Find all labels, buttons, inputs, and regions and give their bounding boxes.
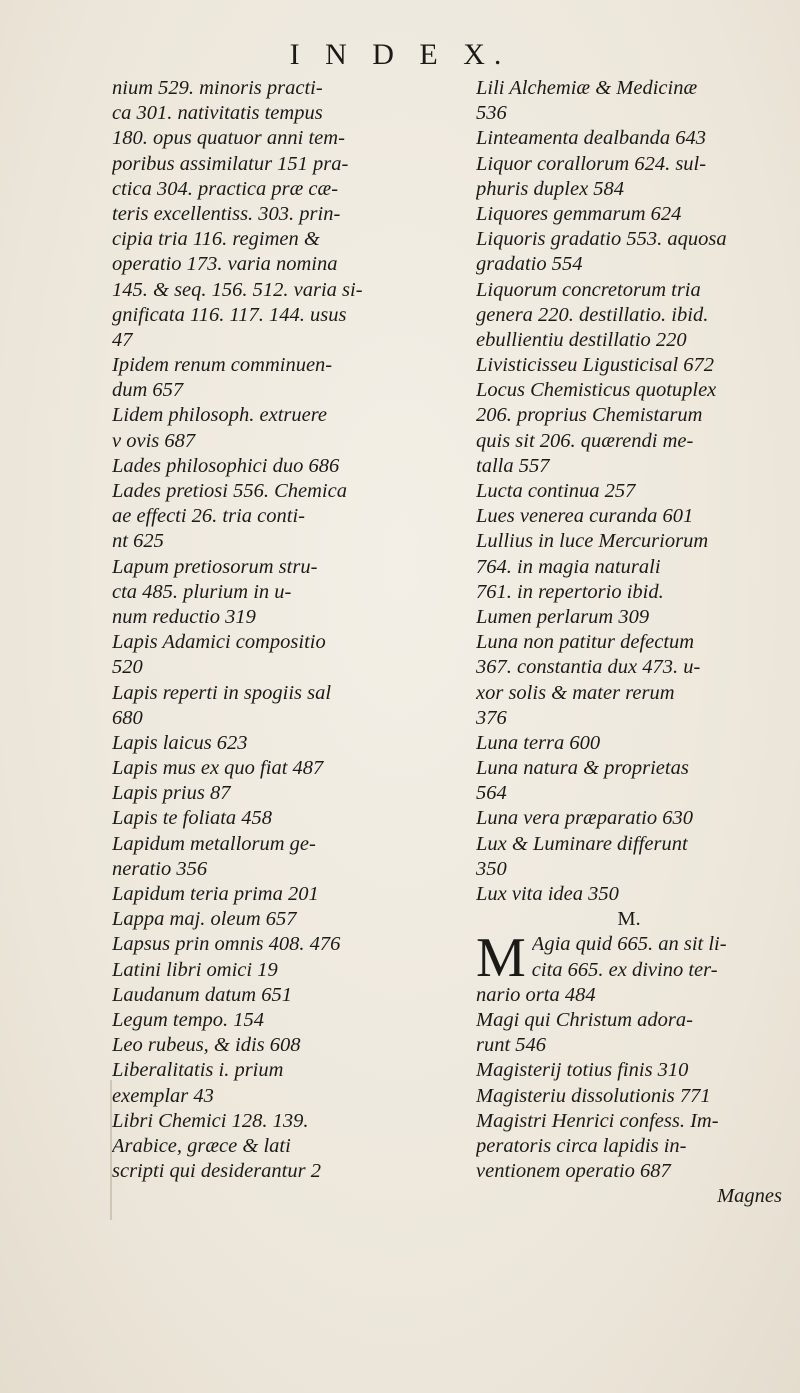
index-line: Lux & Luminare differunt — [476, 832, 688, 855]
index-line: Lucta continua 257 — [476, 480, 636, 502]
index-line: cita 665. ex divino ter- — [531, 958, 718, 981]
index-line: Liquor corallorum 624. sul- — [476, 152, 707, 175]
index-line: gradatio 554 — [476, 253, 583, 276]
index-line: ctica 304. practica præ cæ- — [112, 177, 339, 200]
index-line: Liberalitatis i. prium — [112, 1059, 284, 1082]
index-line: ae effecti 26. tria conti- — [112, 505, 305, 528]
index-line: Leo rubeus, & idis 608 — [112, 1034, 301, 1057]
index-line: ca 301. nativitatis tempus — [112, 102, 323, 125]
index-line: Lapidum teria prima 201 — [112, 883, 319, 905]
index-line: quis sit 206. quærendi me- — [476, 429, 694, 452]
index-line: scripti qui desiderantur 2 — [112, 1160, 321, 1183]
index-line: 520 — [112, 656, 143, 679]
index-line: Livisticisseu Ligusticisal 672 — [476, 354, 715, 377]
index-line: Lidem philosoph. extruere — [112, 404, 328, 427]
index-line: neratio 356 — [112, 857, 208, 880]
index-line: Lapis laicus 623 — [112, 731, 248, 754]
index-line: Lumen perlarum 309 — [476, 605, 650, 628]
index-line: phuris duplex 584 — [476, 177, 625, 200]
index-line: Lux vita idea 350 — [476, 883, 619, 905]
index-line: Latini libri omici 19 — [112, 958, 278, 981]
index-line: ventionem operatio 687 — [476, 1160, 671, 1183]
index-line: Lapis mus ex quo fiat 487 — [112, 757, 324, 780]
index-line: Magisterij totius finis 310 — [476, 1059, 689, 1082]
index-line: Locus Chemisticus quotuplex — [476, 379, 717, 402]
index-line: Lappa maj. oleum 657 — [112, 908, 297, 931]
index-line: 680 — [112, 706, 143, 729]
index-line: exemplar 43 — [112, 1084, 214, 1107]
index-line: peratoris circa lapidis in- — [476, 1134, 687, 1157]
index-line: 206. proprius Chemistarum — [476, 404, 703, 427]
index-line: operatio 173. varia nomina — [112, 253, 338, 276]
dropcap-block — [476, 927, 782, 990]
index-line: 764. in magia naturali — [476, 555, 661, 578]
index-line: Liquores gemmarum 624 — [476, 202, 682, 225]
index-line: Lades philosophici duo 686 — [112, 454, 340, 477]
section-letter: M. — [617, 908, 641, 931]
index-line: nario orta 484 — [476, 983, 596, 1006]
index-line: Lapis prius 87 — [112, 782, 231, 805]
index-line: cipia tria 116. regimen & — [112, 228, 320, 251]
left-column — [112, 76, 458, 1184]
index-line: 180. opus quatuor anni tem- — [112, 127, 345, 150]
index-line: Agia quid 665. an sit li- — [531, 933, 727, 956]
index-line: 367. constantia dux 473. u- — [476, 656, 701, 679]
index-line: Magi qui Christum adora- — [476, 1008, 693, 1031]
index-line: 376 — [476, 706, 507, 729]
index-line: Lues venerea curanda 601 — [476, 505, 694, 528]
index-line: v ovis 687 — [112, 429, 196, 452]
index-line: Legum tempo. 154 — [112, 1008, 265, 1031]
index-line: 145. & seq. 156. 512. varia si- — [112, 278, 363, 301]
index-line: Lapsus prin omnis 408. 476 — [112, 933, 341, 956]
index-line: nt 625 — [112, 530, 164, 553]
index-line: dum 657 — [112, 379, 184, 402]
index-line: cta 485. plurium in u- — [112, 580, 292, 603]
index-line: Laudanum datum 651 — [112, 983, 292, 1006]
page-header: I N D E X. — [289, 38, 511, 71]
index-line: Lapis te foliata 458 — [112, 807, 273, 830]
index-line: Lili Alchemiæ & Medicinæ — [476, 77, 698, 99]
index-line: ebullientiu destillatio 220 — [476, 328, 687, 351]
index-line: 536 — [476, 102, 507, 125]
dropcap: M — [476, 927, 526, 990]
index-line: runt 546 — [476, 1034, 547, 1057]
index-line: poribus assimilatur 151 pra- — [112, 152, 349, 175]
index-line: Luna vera præparatio 630 — [476, 807, 693, 830]
catchword: Magnes — [717, 1185, 782, 1208]
index-line: Lapidum metallorum ge- — [112, 832, 316, 855]
index-line: 564 — [476, 782, 507, 805]
index-line: genera 220. destillatio. ibid. — [476, 303, 709, 326]
right-column — [476, 76, 782, 1209]
index-line: Lapis reperti in spogiis sal — [112, 681, 332, 704]
index-line: Luna natura & proprietas — [476, 757, 689, 780]
index-line: Lapis Adamici compositio — [112, 631, 326, 654]
index-line: 47 — [112, 328, 133, 351]
index-line: Luna non patitur defectum — [476, 631, 695, 654]
index-line: Magistri Henrici confess. Im- — [476, 1109, 719, 1132]
index-line: Magisteriu dissolutionis 771 — [476, 1084, 711, 1107]
index-line: Lullius in luce Mercuriorum — [476, 530, 709, 553]
index-line: num reductio 319 — [112, 605, 256, 628]
index-line: Linteamenta dealbanda 643 — [476, 127, 707, 150]
page-edge-mark — [110, 1080, 112, 1220]
index-line: 761. in repertorio ibid. — [476, 580, 664, 603]
index-line: Luna terra 600 — [476, 731, 601, 754]
index-line: Libri Chemici 128. 139. — [112, 1109, 309, 1132]
index-line: Liquoris gradatio 553. aquosa — [476, 228, 727, 251]
index-line: Lapum pretiosorum stru- — [112, 555, 318, 578]
index-line: nium 529. minoris practi- — [112, 77, 323, 99]
index-line: xor solis & mater rerum — [476, 681, 675, 704]
index-line: teris excellentiss. 303. prin- — [112, 202, 341, 225]
index-line: gnificata 116. 117. 144. usus — [112, 303, 347, 326]
index-line: talla 557 — [476, 454, 550, 477]
index-line: Ipidem renum comminuen- — [112, 354, 333, 377]
index-line: Liquorum concretorum tria — [476, 278, 701, 301]
index-line: Arabice, græce & lati — [112, 1134, 291, 1157]
index-line: 350 — [476, 857, 507, 880]
index-line: Lades pretiosi 556. Chemica — [112, 480, 347, 502]
